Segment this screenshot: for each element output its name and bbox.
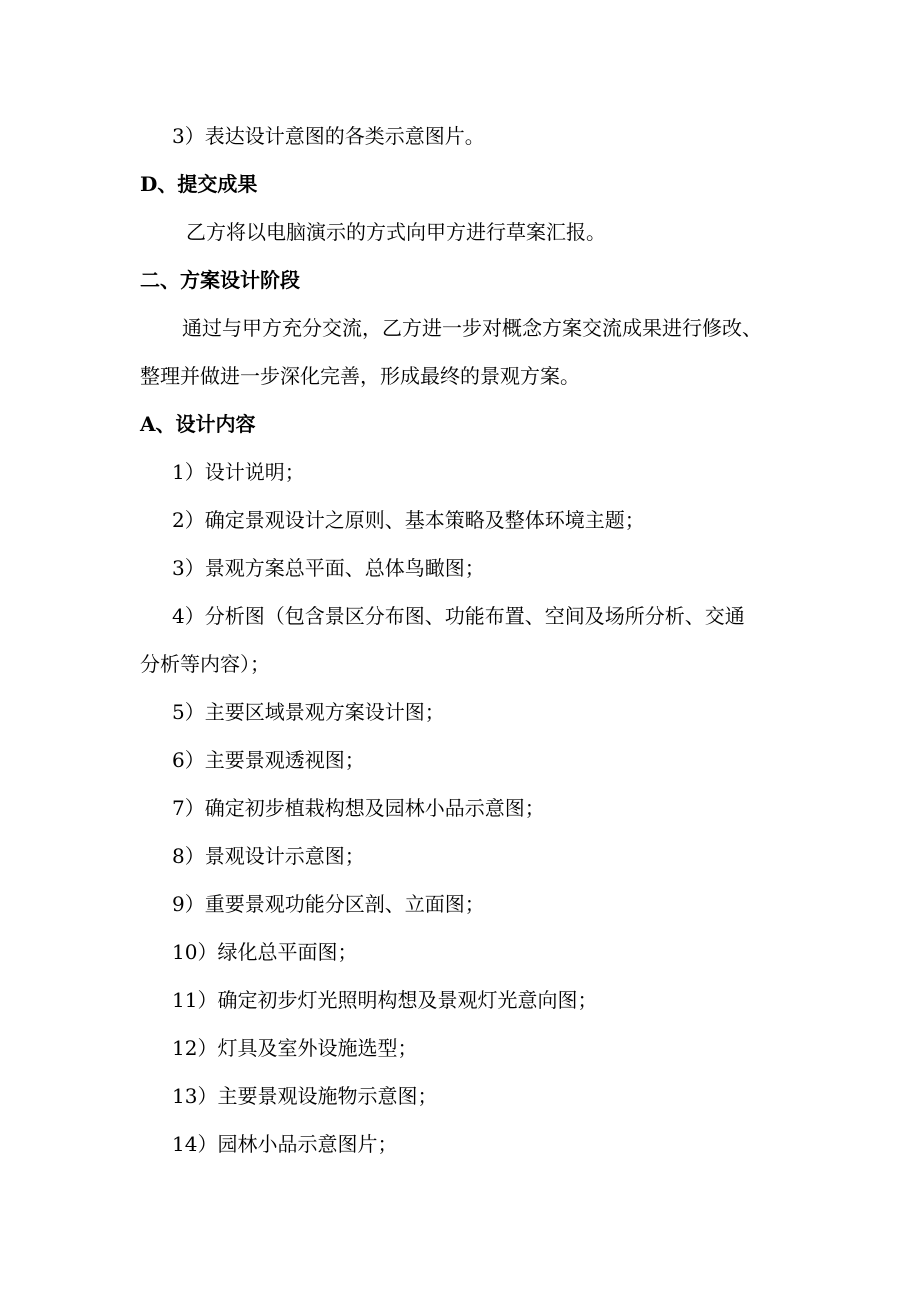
paragraph: 整理并做进一步深化完善，形成最终的景观方案。 <box>140 364 580 388</box>
list-item: 13）主要景观设施物示意图； <box>172 1084 438 1108</box>
list-item: 分析等内容）； <box>140 652 270 676</box>
list-item: 14）园林小品示意图片； <box>172 1132 398 1156</box>
paragraph: 通过与甲方充分交流，乙方进一步对概念方案交流成果进行修改、 <box>182 316 762 340</box>
list-item: 2）确定景观设计之原则、基本策略及整体环境主题； <box>172 508 645 532</box>
section-heading: A、设计内容 <box>140 412 256 436</box>
list-item: 11）确定初步灯光照明构想及景观灯光意向图； <box>172 988 598 1012</box>
list-item: 3）景观方案总平面、总体鸟瞰图； <box>172 556 485 580</box>
list-item: 9）重要景观功能分区剖、立面图； <box>172 892 485 916</box>
list-item: 10）绿化总平面图； <box>172 940 358 964</box>
section-heading: 二、方案设计阶段 <box>140 268 300 292</box>
list-item: 4）分析图（包含景区分布图、功能布置、空间及场所分析、交通 <box>172 604 745 628</box>
list-item: 6）主要景观透视图； <box>172 748 365 772</box>
list-item: 8）景观设计示意图； <box>172 844 365 868</box>
paragraph: 乙方将以电脑演示的方式向甲方进行草案汇报。 <box>186 220 606 244</box>
list-item: 1）设计说明； <box>172 460 305 484</box>
list-item: 12）灯具及室外设施选型； <box>172 1036 418 1060</box>
list-item: 3）表达设计意图的各类示意图片。 <box>172 124 485 148</box>
list-item: 5）主要区域景观方案设计图； <box>172 700 445 724</box>
list-item: 7）确定初步植栽构想及园林小品示意图； <box>172 796 545 820</box>
section-heading: D、提交成果 <box>140 172 258 196</box>
